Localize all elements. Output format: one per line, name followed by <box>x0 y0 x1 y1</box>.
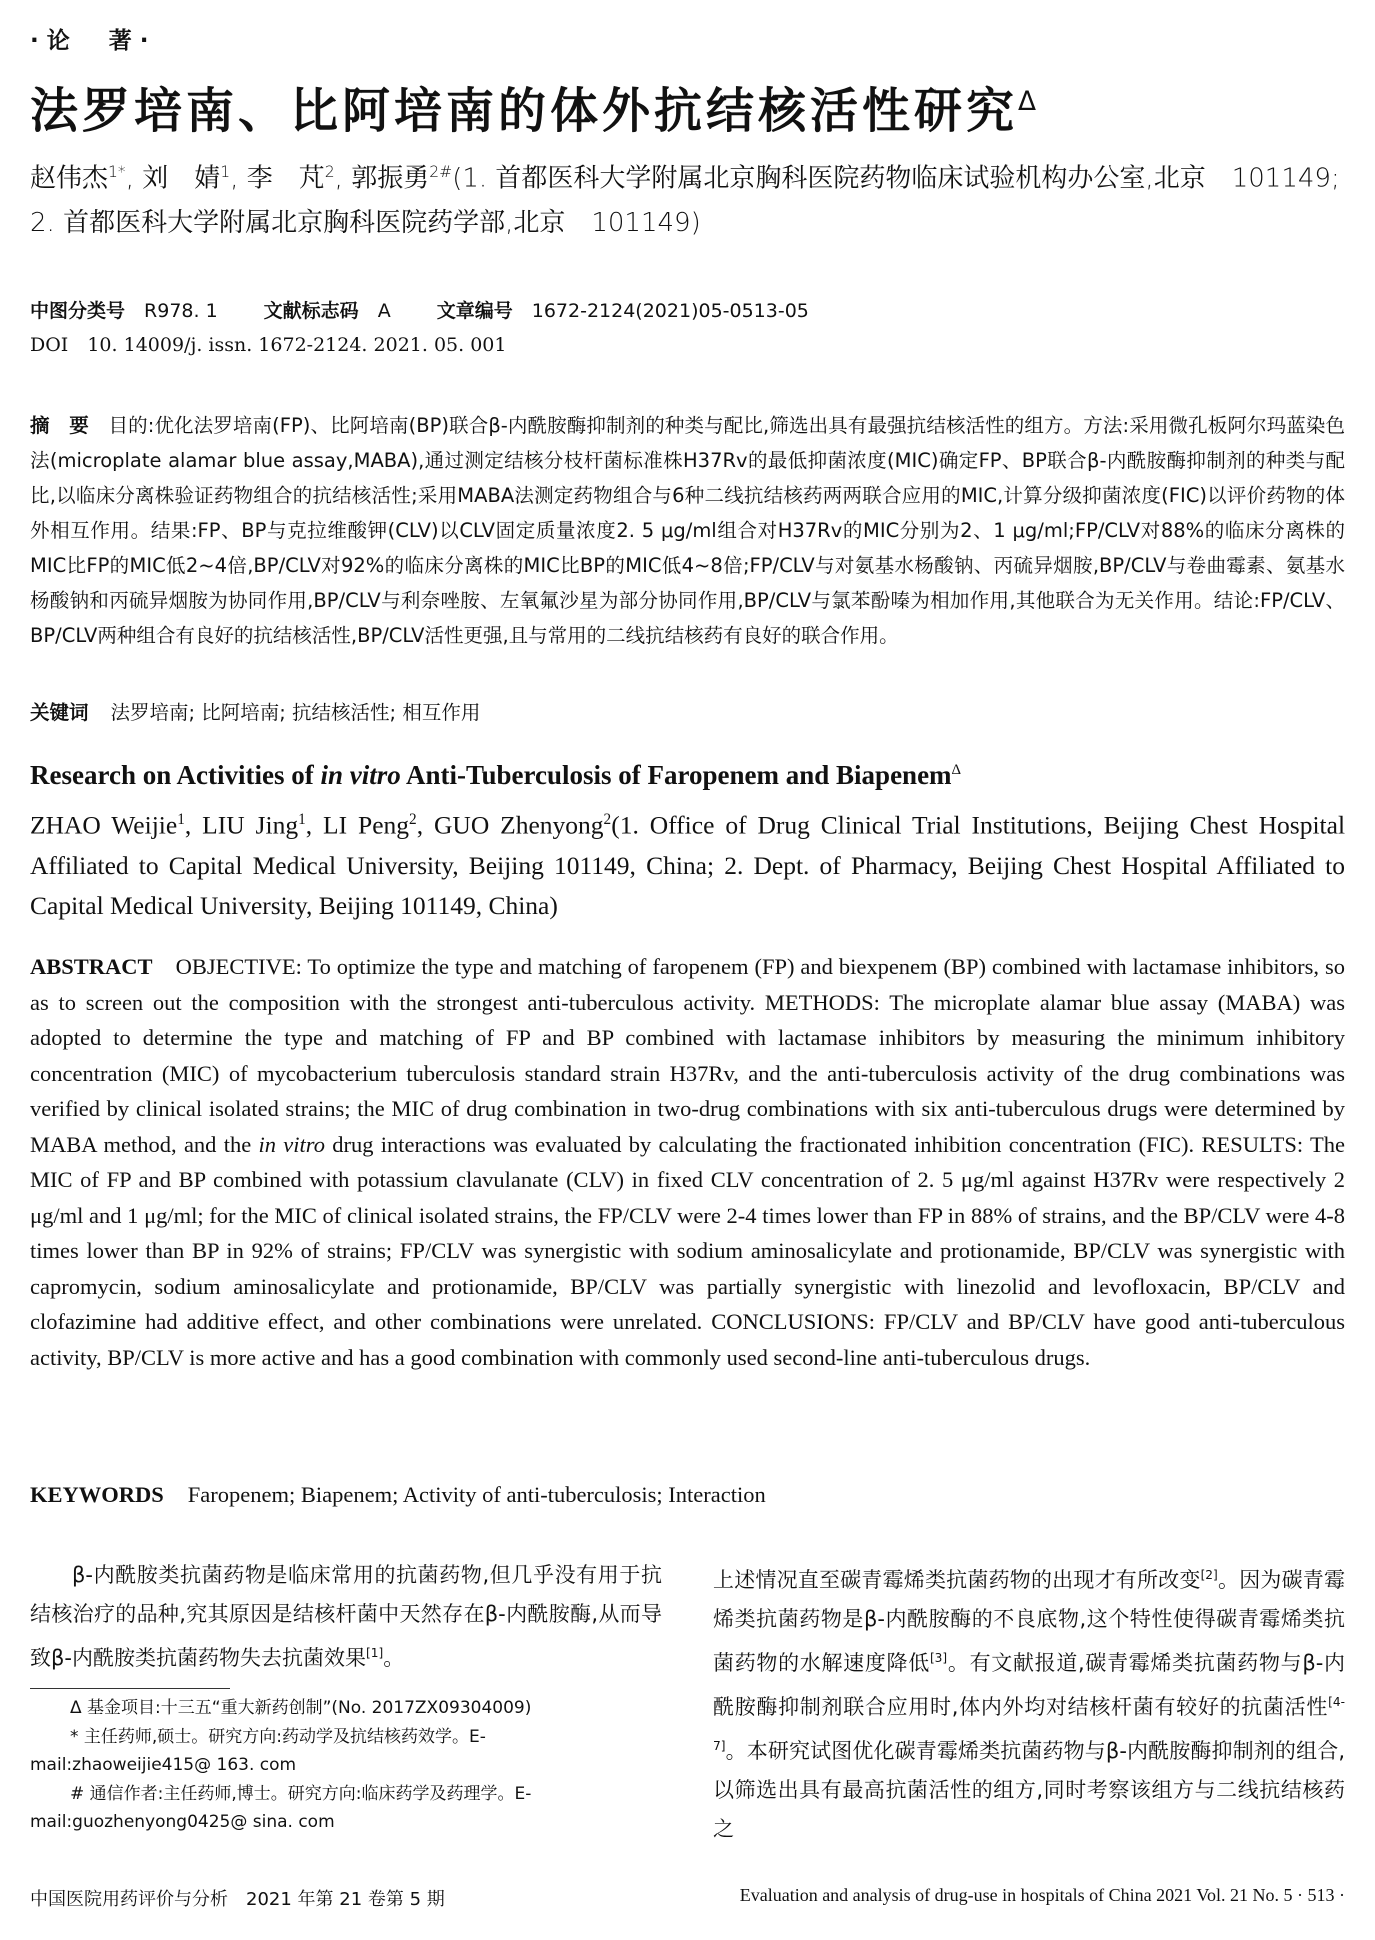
doc-code-value: A <box>377 300 391 322</box>
chinese-authors: 赵伟杰$^{1*}$, 刘 婧$^1$, 李 芃$^2$, 郭振勇$^{2\#}$(1. 首都医科大学附属北京胸科医院药物临床试验机构办公室,北京 101149; 2. 首都医科大学附属北京胸科医院药学部,北京 101149) <box>30 163 1340 238</box>
article-number-value: 1672-2124(2021)05-0513-05 <box>531 300 809 322</box>
author-sup: 1* <box>108 163 126 181</box>
footnote-corresponding-author: # 通信作者:主任药师,博士。研究方向:临床药学及药理学。E-mail:guozhenyong0425@ sina. com <box>30 1783 532 1832</box>
english-abstract <box>30 949 1345 1375</box>
author-name: LI Peng <box>323 810 410 840</box>
methods-text: drug interactions was evaluated by calculating the fractionated inhibition concentration (FIC). <box>324 1131 1202 1157</box>
conclusions-label: CONCLUSIONS: <box>711 1309 875 1334</box>
footnote-divider <box>30 1688 230 1689</box>
title-fund-mark: Δ <box>1018 86 1041 117</box>
author-name: ZHAO Weijie <box>30 810 178 840</box>
chinese-affiliation: (1. 首都医科大学附属北京胸科医院药物临床试验机构办公室,北京 101149; 2. 首都医科大学附属北京胸科医院药学部,北京 101149) <box>30 163 1340 238</box>
english-abstract-label: ABSTRACT <box>30 954 153 979</box>
author-sup: 1 <box>177 811 185 828</box>
author-name: 李 芃 <box>246 163 325 194</box>
body-right-text: 。本研究试图优化碳青霉烯类抗菌药物与β-内酰胺酶抑制剂的组合,以筛选出具有最高抗菌活性的组方,同时考察该组方与二线抗结核药之 <box>713 1739 1345 1841</box>
author-name: LIU Jing <box>202 810 299 840</box>
english-keywords <box>30 1482 766 1508</box>
footnotes <box>30 1694 662 1837</box>
chinese-keywords-text: 法罗培南; 比阿培南; 抗结核活性; 相互作用 <box>110 701 481 724</box>
author-sup: 2# <box>429 163 453 181</box>
author-sup: 2 <box>324 163 335 181</box>
clc-label: 中图分类号 <box>30 300 126 322</box>
body-right-paragraph <box>713 1556 1345 1849</box>
section-tag: ·论 著· <box>30 28 157 54</box>
chinese-abstract <box>30 408 1345 653</box>
citation: [4-7] <box>713 1695 1345 1753</box>
author-name: 郭振勇 <box>351 163 430 194</box>
author-sup: 1 <box>220 163 231 181</box>
footer-journal-cn: 中国医院用药评价与分析 2021 年第 21 卷第 5 期 <box>30 1889 445 1910</box>
objective-text: To optimize the type and matching of faropenem (FP) and biexpenem (BP) combined with lactamase inhibitors, so as to screen out the composition with the strongest anti-tuberculous activity. <box>30 954 1345 1015</box>
body-right-text: 。因为碳青霉烯类抗菌药物是β-内酰胺酶的不良底物,这个特性使得碳青霉烯类抗菌药物的水解速度降低 <box>713 1568 1346 1675</box>
methods-text: The microplate alamar blue assay (MABA) was adopted to determine the type and matching of FP and BP combined with lactamase inhibitors by measuring the minimum inhibitory concentration (MIC) of mycobacterium tuberculosis standard strain H37Rv, and the anti-tuberculosis activity of the drug combinations was verified by clinical isolated strains; the MIC of drug combination in two-drug combinations with six anti-tuberculous drugs were determined by MABA method, and the <box>30 989 1345 1157</box>
chinese-title <box>30 72 1040 141</box>
footnote-fund: Δ 基金项目:十三五“重大新药创制”(No. 2017ZX09304009) <box>70 1698 532 1718</box>
english-title <box>30 760 961 791</box>
chinese-keywords-label: 关键词 <box>30 701 89 724</box>
chinese-title-text: 法罗培南、比阿培南的体外抗结核活性研究 <box>30 83 1019 139</box>
citation: [3] <box>929 1651 948 1665</box>
doi-value: 10. 14009/j. issn. 1672-2124. 2021. 05. 001 <box>87 334 507 356</box>
doi-label: DOI <box>30 334 69 356</box>
citation: [2] <box>1200 1568 1218 1582</box>
english-title-italic: in vitro <box>320 760 401 790</box>
english-title-part: Research on Activities of <box>30 760 321 790</box>
english-affiliation: (1. Office of Drug Clinical Trial Institutions, Beijing Chest Hospital Affiliated to Capital Medical University, Beijing 101149, China; 2. Dept. of Pharmacy, Beijing Chest Hospital Affiliated to Capital Medical University, Beijing 101149, China) <box>30 810 1346 920</box>
footer-journal-en: Evaluation and analysis of drug-use in hospitals of China 2021 Vol. 21 No. 5 · 513 · <box>739 1885 1345 1905</box>
author-name: 刘 婧 <box>142 163 221 194</box>
clc-value: R978. 1 <box>144 300 218 322</box>
methods-italic: in vitro <box>258 1131 325 1157</box>
author-sup: 2 <box>409 811 417 828</box>
results-label: RESULTS: <box>1201 1131 1304 1157</box>
classification-line <box>30 296 809 323</box>
methods-label: METHODS: <box>764 989 880 1015</box>
doc-code-label: 文献标志码 <box>263 300 359 322</box>
chinese-keywords <box>30 697 480 725</box>
conclusions-text: FP/CLV and BP/CLV have good anti-tuberculous activity, BP/CLV is more active and has a good combination with commonly used second-line anti-tuberculous drugs. <box>30 1309 1345 1370</box>
body-left-end: 。 <box>383 1646 405 1670</box>
author-name: GUO Zhenyong <box>433 810 604 840</box>
english-keywords-text: Faropenem; Biapenem; Activity of anti-tuberculosis; Interaction <box>187 1482 766 1507</box>
footnote-first-author: * 主任药师,硕士。研究方向:药动学及抗结核药效学。E-mail:zhaoweijie415@ 163. com <box>30 1726 486 1775</box>
author-sup: 2 <box>603 811 612 828</box>
body-left-paragraph <box>30 1556 662 1678</box>
english-title-part: Anti-Tuberculosis of Faropenem and Biapenem <box>400 760 952 790</box>
doi-line <box>30 330 506 357</box>
english-authors: ZHAO Weijie$^1$, LIU Jing$^1$, LI Peng$^2$, GUO Zhenyong$^2$(1. Office of Drug Clinical Trial Institutions, Beijing Chest Hospital Affiliated to Capital Medical University, Beijing 101149, China; 2. Dept. of Pharmacy, Beijing Chest Hospital Affiliated to Capital Medical University, Beijing 101149, China) <box>30 810 1346 920</box>
chinese-abstract-label: 摘 要 <box>30 414 89 437</box>
english-keywords-label: KEYWORDS <box>30 1482 164 1507</box>
article-number-label: 文章编号 <box>436 300 513 322</box>
body-left-text: β-内酰胺类抗菌药物是临床常用的抗菌药物,但几乎没有用于抗结核治疗的品种,究其原因是结核杆菌中天然存在β-内酰胺酶,从而导致β-内酰胺类抗菌药物失去抗菌效果 <box>30 1563 662 1670</box>
citation: [1] <box>365 1646 384 1660</box>
body-right-text: 上述情况直至碳青霉烯类抗菌药物的出现才有所改变 <box>713 1568 1201 1592</box>
author-sup: 1 <box>298 811 306 828</box>
english-title-fund-mark: Δ <box>951 762 962 778</box>
results-text: The MIC of FP and BP combined with potassium clavulanate (CLV) in fixed CLV concentration of 2. 5 μg/ml against H37Rv were respectively 2 μg/ml and 1 μg/ml; for the MIC of clinical isolated strains, the FP/CLV were 2-4 times lower than FP in 88% of strains, and the BP/CLV were 4-8 times lower than BP in 92% of strains; FP/CLV was synergistic with sodium aminosalicylate and protionamide, BP/CLV was synergistic with capromycin, sodium aminosalicylate and protionamide, BP/CLV was partially synergistic with linezolid and levofloxacin, BP/CLV and clofazimine had additive effect, and other combinations were unrelated. <box>30 1131 1346 1334</box>
body-right-text: 。有文献报道,碳青霉烯类抗菌药物与β-内酰胺酶抑制剂联合应用时,体内外均对结核杆菌有较好的抗菌活性 <box>713 1651 1346 1719</box>
chinese-abstract-text: 目的:优化法罗培南(FP)、比阿培南(BP)联合β-内酰胺酶抑制剂的种类与配比,筛选出具有最强抗结核活性的组方。方法:采用微孔板阿尔玛蓝染色法(microplate alamar blue assay,MABA),通过测定结核分枝杆菌标准株H37Rv的最低抑菌浓度(MIC)确定FP、BP联合β-内酰胺酶抑制剂的种类与配比,以临床分离株验证药物组合的抗结核活性;采用MABA法测定药物组合与6种二线抗结核药两两联合应用的MIC,计算分级抑菌浓度(FIC)以评价药物的体外相互作用。结果:FP、BP与克拉维酸钾(CLV)以CLV固定质量浓度2. 5 μg/ml组合对H37Rv的MIC分别为2、1 μg/ml;FP/CLV对88%的临床分离株的MIC比FP的MIC低2~4倍,BP/CLV对92%的临床分离株的MIC比BP的MIC低4~8倍;FP/CLV与对氨基水杨酸钠、丙硫异烟胺,BP/CLV与卷曲霉素、氨基水杨酸钠和丙硫异烟胺为协同作用,BP/CLV与利奈唑胺、左氧氟沙星为部分协同作用,BP/CLV与氯苯酚嗪为相加作用,其他联合为无关作用。结论:FP/CLV、BP/CLV两种组合有良好的抗结核活性,BP/CLV活性更强,且与常用的二线抗结核药有良好的联合作用。 <box>30 414 1345 647</box>
author-name: 赵伟杰 <box>30 163 109 194</box>
objective-label: OBJECTIVE: <box>175 954 302 979</box>
